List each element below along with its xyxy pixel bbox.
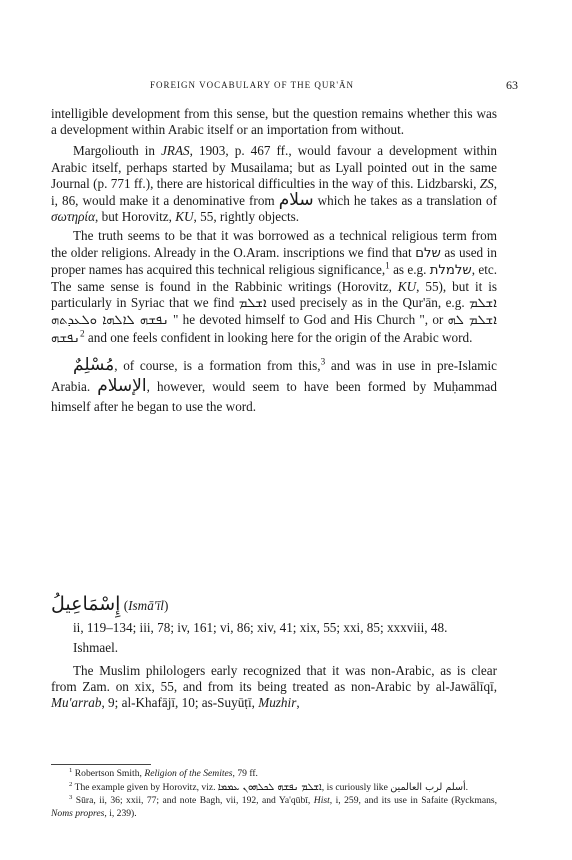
footnote-ref[interactable]: 2 <box>79 328 85 339</box>
arabic-word: مُسْلِمٌ <box>73 354 115 375</box>
paragraph-2 <box>51 143 497 225</box>
syriac-phrase: ܐܫܠܡ ܢܦܫܗ ܠܐܠܗܐ ܘܠܥܕܬܗ <box>51 296 497 329</box>
journal-abbrev: JRAS <box>161 143 190 159</box>
book-title: Religion of the Semites <box>144 768 233 779</box>
book-abbrev: KU <box>175 209 194 225</box>
arabic-phrase: أسلم لرب العالمين <box>390 781 466 793</box>
footnote-2 <box>51 782 497 795</box>
text-run: , but Horovitz, <box>95 209 176 225</box>
text-run: . <box>465 781 469 793</box>
entry-paragraph <box>51 663 497 712</box>
text-run: , 9; al-Khafājī, 10; as-Suyūṭī, <box>101 695 259 711</box>
text-run: , however, would seem to have been formed by Muḥammad himself after he began to use the word. <box>51 378 497 414</box>
entry-headword-line: إِسْمَاعِيلُ (Ismā'īl) <box>51 593 169 615</box>
footnote-1 <box>51 768 497 781</box>
arabic-word: سلام <box>278 190 314 211</box>
text-run: , <box>296 695 300 711</box>
text-run: , 1903, p. 467 ff., would favour a development within Arabic itself, perhaps started by Musailama; but as Lyall pointed out in the same Journal (p. 771 ff.), there are historical difficulties in the way of this. Lidzbarski, <box>51 143 498 191</box>
text-run: , i, 239). <box>104 807 137 819</box>
footnote-3 <box>51 795 497 820</box>
running-title: FOREIGN VOCABULARY OF THE QUR'ĀN <box>150 80 354 90</box>
arabic-word: الإسلام <box>97 375 147 396</box>
text-run: " he devoted himself to God and His Church ", or <box>168 312 448 328</box>
text-run: , i, 259, and its use in Safaite (Ryckmans, <box>329 795 498 807</box>
syriac-word: ܐܫܠܡ <box>238 296 267 312</box>
text-run: Robertson Smith, <box>72 768 145 779</box>
footnote-number: 2 <box>69 780 73 788</box>
book-title: Noms propres <box>51 807 105 819</box>
text-run: as e.g. <box>389 261 430 277</box>
entry-references: ii, 119–134; iii, 78; iv, 161; vi, 86; xiv, 41; xix, 55; xxi, 85; xxxviii, 48. <box>73 620 448 636</box>
text-run: which he takes as a translation of <box>313 193 497 209</box>
main-text <box>51 106 497 417</box>
journal-abbrev: ZS <box>479 175 494 191</box>
greek-word: σωτηρία <box>51 209 95 225</box>
text-run: The Muslim philologers early recognized that it was non-Arabic, as is clear from Zam. on xix, 55, and from its being treated as non-Arabic by al-Jawālīqī, <box>51 662 497 694</box>
footnote-number: 3 <box>69 794 73 801</box>
page-number: 63 <box>506 78 518 92</box>
text-run: and was in use in pre-Islamic Arabia. <box>51 357 497 394</box>
entry-transliteration: Ismā'īl <box>128 598 164 613</box>
aramaic-word: שלמלת <box>429 262 472 278</box>
running-header <box>54 80 518 94</box>
aramaic-word: שלם <box>415 245 441 261</box>
footnote-ref[interactable]: 1 <box>385 260 390 271</box>
text-run: as used in proper names has acquired this technical religious significance, <box>51 244 497 277</box>
book-abbrev: KU <box>397 279 417 295</box>
paragraph-1: intelligible development from this sense, but the question remains whether this was a development within Arabic itself or an importation from without. <box>51 106 497 138</box>
text-run: , i, 86, would make it a denominative from <box>51 175 497 209</box>
paragraph-4 <box>51 355 497 417</box>
book-title: Mu'arrab <box>51 695 102 711</box>
syriac-phrase: ܐܫܠܡ ܢܦܫܗ ܠܟܠܗܘܢ ܥܡܡܐ <box>217 781 322 793</box>
dictionary-entry <box>51 593 497 711</box>
footnotes <box>51 768 497 821</box>
text-run: Margoliouth in <box>73 143 162 159</box>
footnote-divider <box>51 764 151 765</box>
text-run: and one feels confident in looking here for the origin of the Arabic word. <box>84 329 473 345</box>
text-run: , etc. The same sense is found in the Rabbinic writings (Horovitz, <box>51 261 498 295</box>
text-run: The truth seems to be that it was borrowed as a technical religious term from the older religions. Already in the O.Aram. inscriptions we find that <box>51 228 497 260</box>
paragraph-3 <box>51 228 497 346</box>
entry-headword: إِسْمَاعِيلُ <box>51 593 121 615</box>
book-title: Muzhir <box>258 695 297 711</box>
text-run: used precisely as in the Qur'ān, e.g. <box>266 295 470 311</box>
book-title: Hist <box>313 795 330 807</box>
text-run: , is curiously like <box>321 781 391 793</box>
footnote-ref[interactable]: 3 <box>320 356 326 367</box>
text-run: The example given by Horovitz, viz. <box>72 781 218 793</box>
syriac-phrase: ܐܫܠܡ ܠܗ ܢܦܫܗ <box>51 313 497 346</box>
text-run: , 55), but it is particularly in Syriac that we find <box>51 279 497 311</box>
footnote-number: 1 <box>69 766 73 774</box>
text-run: , of course, is a formation from this, <box>114 357 321 373</box>
text-run: Sūra, ii, 36; xxii, 77; and note Bagh, vii, 192, and Ya'qūbī, <box>72 795 314 807</box>
entry-gloss: Ishmael. <box>73 640 119 656</box>
text-run: , 79 ff. <box>232 768 258 779</box>
text-run: , 55, rightly objects. <box>193 209 300 225</box>
